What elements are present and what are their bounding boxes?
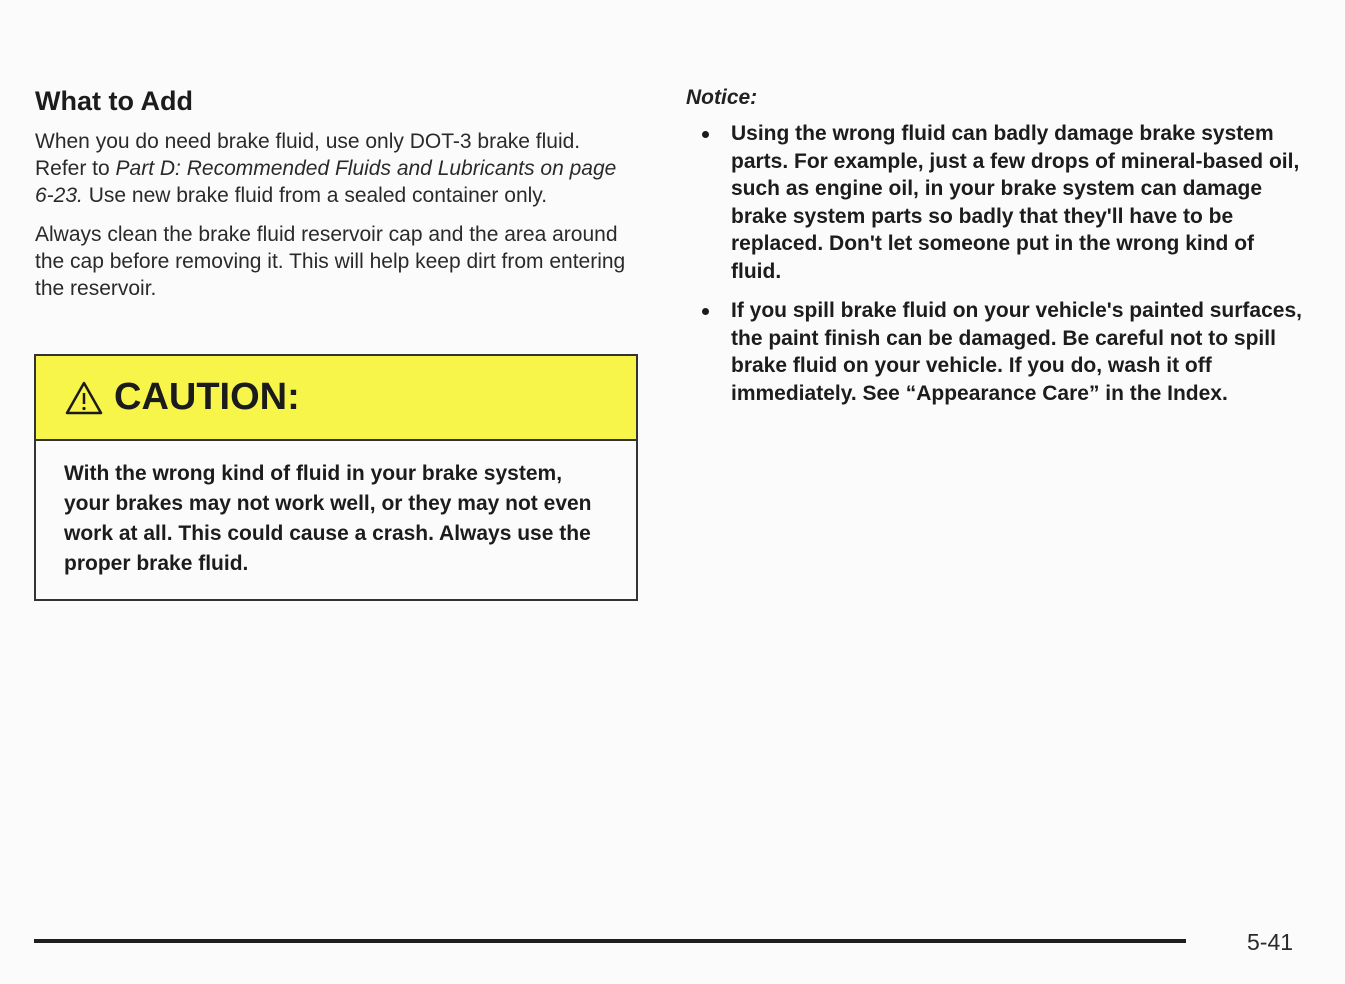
brake-fluid-paragraph bbox=[35, 128, 635, 209]
right-column bbox=[686, 86, 1306, 419]
list-item bbox=[686, 120, 1306, 285]
list-item bbox=[686, 297, 1306, 407]
caution-title: CAUTION: bbox=[114, 376, 300, 418]
bullet-icon bbox=[702, 308, 709, 315]
fluid-reference: Part D: Recommended Fluids and Lubricants on page 6-23. bbox=[35, 157, 617, 207]
notice-item-text: If you spill brake fluid on your vehicle's painted surfaces, the paint finish can be damaged. Be careful not to spill brake fluid on your vehicle. If you do, wash it off immediately. See “Appearance Care” in the Index. bbox=[731, 299, 1302, 405]
notice-label: Notice: bbox=[686, 86, 758, 109]
clean-cap-paragraph: Always clean the brake fluid reservoir cap and the area around the cap before removing it. This will help keep dirt from entering the reservoir. bbox=[35, 223, 626, 300]
footer-divider bbox=[34, 939, 1186, 943]
left-column bbox=[35, 84, 635, 314]
paragraph-text: Use new brake fluid from a sealed container only. bbox=[82, 184, 548, 207]
notice-list bbox=[686, 120, 1306, 407]
caution-box bbox=[34, 354, 638, 601]
notice-item-text: Using the wrong fluid can badly damage brake system parts. For example, just a few drops of mineral-based oil, such as engine oil, in your brake system can damage brake system parts so badly that they'll have to be replaced. Don't let someone put in the wrong kind of fluid. bbox=[731, 122, 1300, 283]
bullet-icon bbox=[702, 131, 709, 138]
paragraph-text: When you do need brake fluid, use only DOT-3 brake fluid. Refer to bbox=[35, 130, 581, 180]
page-number: 5-41 bbox=[1247, 929, 1294, 955]
caution-body: With the wrong kind of fluid in your brake system, your brakes may not work well, or they may not even work at all. This could cause a crash. Always use the proper brake fluid. bbox=[64, 462, 592, 575]
section-heading: What to Add bbox=[35, 86, 193, 116]
warning-triangle-icon bbox=[64, 380, 104, 416]
caution-header bbox=[36, 356, 636, 441]
